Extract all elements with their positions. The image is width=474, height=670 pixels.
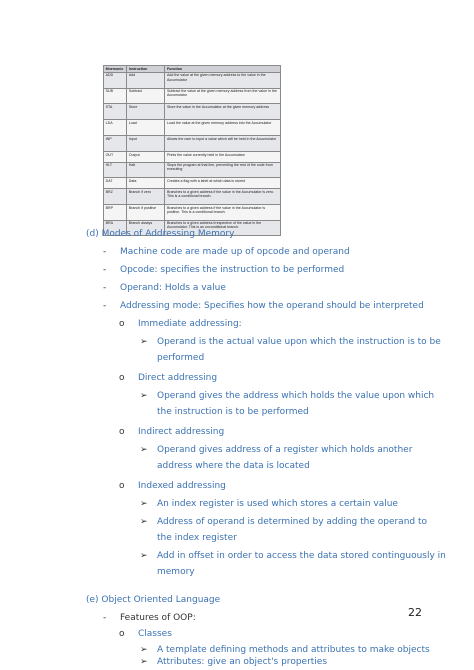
function-cell: Prints the value currently held in the Accumulator [165, 152, 281, 162]
table-header: Function [165, 66, 281, 73]
table-header: Instruction [127, 66, 165, 73]
instruction-cell: Halt [127, 162, 165, 178]
table-header-row [104, 66, 281, 73]
mnemonic-cell: STA [104, 104, 127, 120]
bullet-text: Operand: Holds a value [120, 283, 226, 293]
instruction-cell: Input [127, 136, 165, 152]
arrow-bullet-text: Add in offset in order to access the data stored continguously in [157, 551, 446, 561]
arrow-bullet-text: Address of operand is determined by adding the operand to [157, 517, 428, 527]
function-cell: Stops the program at that line, preventing the rest of the code from executing [165, 162, 281, 178]
dash-marker: - [103, 283, 107, 293]
arrow-bullet-text: Attributes: give an object's properties [157, 657, 328, 667]
function-cell: Branches to a given address if the value in the Accumulator is zero. This is a conditional branch. [165, 188, 281, 204]
arrow-bullet-text: memory [157, 567, 195, 577]
sub-bullet-text: Classes [138, 629, 172, 639]
sub-bullet-text: Indirect addressing [138, 427, 225, 437]
bullet-text: Addressing mode: Specifies how the operand should be interpreted [120, 301, 424, 311]
mnemonic-cell: OUT [104, 152, 127, 162]
circle-marker: o [119, 427, 125, 437]
mnemonic-cell: BRA [104, 220, 127, 236]
arrow-bullet-icon: ➢ [140, 645, 148, 655]
arrow-bullet-icon: ➢ [140, 499, 148, 509]
sub-bullet-text: Direct addressing [138, 373, 218, 383]
bullet-text: Features of OOP: [120, 613, 196, 623]
mnemonic-cell: ADD [104, 72, 127, 88]
arrow-bullet-text: performed [157, 353, 205, 363]
instruction-cell: Add [127, 72, 165, 88]
function-cell: Branches to a given address if the value in the Accumulator is positive. This is a conditional branch. [165, 204, 281, 220]
dash-marker: - [103, 265, 107, 275]
instruction-cell: Store [127, 104, 165, 120]
arrow-bullet-text: Operand is the actual value upon which the instruction is to be [157, 337, 441, 347]
arrow-bullet-text: An index register is used which stores a certain value [157, 499, 398, 509]
function-cell: Branches to a given address irrespective of the value in the Accumulator. This is an unconditional branch. [165, 220, 281, 236]
arrow-bullet-text: address where the data is located [157, 461, 310, 471]
mnemonic-cell: HLT [104, 162, 127, 178]
table-row [104, 204, 281, 220]
instruction-cell: Load [127, 120, 165, 136]
instruction-cell: Branch if zero [127, 188, 165, 204]
sub-bullet-text: Indexed addressing [138, 481, 226, 491]
mnemonic-cell: DAT [104, 178, 127, 188]
mnemonic-cell: SUB [104, 88, 127, 104]
arrow-bullet-icon: ➢ [140, 551, 148, 561]
arrow-bullet-text: the instruction is to be performed [157, 407, 309, 417]
table-row [104, 188, 281, 204]
arrow-bullet-text: Operand gives address of a register which holds another [157, 445, 413, 455]
mnemonic-cell: INP [104, 136, 127, 152]
circle-marker: o [119, 629, 125, 639]
table-row [104, 162, 281, 178]
section-e-heading: (e) Object Oriented Language [86, 595, 221, 605]
arrow-bullet-icon: ➢ [140, 445, 148, 455]
table-row [104, 178, 281, 188]
dash-marker: - [103, 301, 107, 311]
function-cell: Allows the user to input a value which will be held in the Accumulator [165, 136, 281, 152]
table-row [104, 136, 281, 152]
bullet-text: Opcode: specifies the instruction to be performed [120, 265, 345, 275]
instruction-cell: Branch if positive [127, 204, 165, 220]
arrow-bullet-text: Operand gives the address which holds the value upon which [157, 391, 435, 401]
mnemonic-cell: BRZ [104, 188, 127, 204]
function-cell: Add the value at the given memory address to the value in the Accumulator [165, 72, 281, 88]
circle-marker: o [119, 481, 125, 491]
arrow-bullet-icon: ➢ [140, 391, 148, 401]
table-row [104, 72, 281, 88]
mnemonic-cell: BRP [104, 204, 127, 220]
instruction-cell: Branch always [127, 220, 165, 236]
function-cell: Subtract the value at the given memory address from the value in the Accumulator [165, 88, 281, 104]
function-cell: Load the value at the given memory address into the Accumulator [165, 120, 281, 136]
page-number: 22 [408, 606, 422, 619]
dash-marker: - [103, 613, 107, 623]
instruction-table [103, 65, 281, 236]
function-cell: Store the value in the Accumulator at the given memory address [165, 104, 281, 120]
arrow-bullet-text: the index register [157, 533, 237, 543]
arrow-bullet-icon: ➢ [140, 517, 148, 527]
instruction-cell: Output [127, 152, 165, 162]
function-cell: Creates a flag with a label at which data is stored [165, 178, 281, 188]
instruction-cell: Data [127, 178, 165, 188]
circle-marker: o [119, 373, 125, 383]
circle-marker: o [119, 319, 125, 329]
table-row [104, 120, 281, 136]
table-row [104, 88, 281, 104]
mnemonic-cell: LDA [104, 120, 127, 136]
arrow-bullet-text: A template defining methods and attributes to make objects [157, 645, 430, 655]
table-row [104, 104, 281, 120]
arrow-bullet-icon: ➢ [140, 657, 148, 667]
arrow-bullet-icon: ➢ [140, 337, 148, 347]
sub-bullet-text: Immediate addressing: [138, 319, 242, 329]
dash-marker: - [103, 247, 107, 257]
bullet-text: Machine code are made up of opcode and operand [120, 247, 350, 257]
table-row [104, 152, 281, 162]
instruction-cell: Subtract [127, 88, 165, 104]
section-d-heading: (d) Modes of Addressing Memory [86, 229, 235, 239]
table-header: Mnemonic [104, 66, 127, 73]
